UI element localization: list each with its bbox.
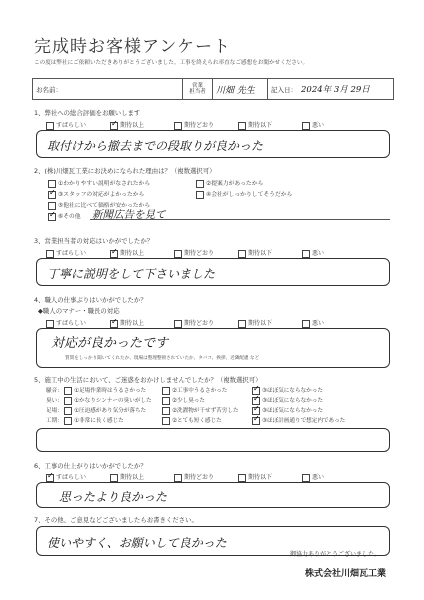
q5-row-3-item-1: [162, 416, 222, 425]
q2-other-line: [90, 219, 390, 220]
q5-row-2-item-2: [252, 406, 323, 415]
q6-option-3-label: 期待以下: [248, 474, 273, 481]
q1-answer: 取付けから撤去までの段取りが良かった: [47, 139, 264, 153]
q6-option-0-checkbox[interactable]: [46, 474, 54, 482]
q5-row-1-item-0: [64, 396, 152, 405]
thanks-text: 御協力ありがとうございました。: [289, 551, 380, 558]
q3-option-3-checkbox[interactable]: [238, 250, 246, 258]
q6-option-1-checkbox[interactable]: [110, 474, 118, 482]
q1-option-0-label: すばらしい: [56, 122, 87, 129]
q3-option-2-label: 期待どおり: [184, 250, 215, 257]
q1-option-3-label: 期待以下: [248, 122, 273, 129]
q5-row-3-item-2-label: ③ほぼ計画通りで想定内であった: [262, 418, 346, 424]
q2-other-answer: 新聞広告を見て: [92, 209, 166, 221]
q5-row-0-item-0-checkbox[interactable]: [64, 387, 72, 395]
header-table: [32, 78, 394, 100]
q4-answer: 対応が良かったです: [51, 336, 169, 351]
q1-option-3-checkbox[interactable]: [238, 122, 246, 130]
q7-question: 7、その他、ご意見などございましたらお書きください。: [34, 516, 198, 524]
q5-row-1-head: 臭い：: [46, 398, 63, 404]
q5-row-0-item-2-label: ③ほぼ気にならなかった: [262, 388, 323, 394]
q5-row-0-item-1-checkbox[interactable]: [162, 387, 170, 395]
q1-question: 1、弊社への総合評価をお願いします: [34, 109, 141, 117]
q4-option-0-label: すばらしい: [56, 320, 87, 327]
q3-option-0-checkbox[interactable]: [46, 250, 54, 258]
q5-row-0-item-0: [64, 386, 146, 395]
q6-option-1-label: 期待以上: [120, 474, 145, 481]
date-cell: [268, 79, 393, 99]
rep-label-cell: [183, 79, 213, 99]
q4-answer-box[interactable]: [36, 328, 390, 368]
q5-row-3-item-2: [252, 416, 345, 425]
q3-question: 3、営業担当者の対応はいかがでしたか？: [34, 237, 154, 245]
q4-options: [46, 318, 324, 328]
q2-option-2-checkbox[interactable]: [48, 191, 56, 199]
q5-row-3-head: 工期：: [46, 418, 63, 424]
rep-value-cell: [213, 79, 268, 99]
q6-option-0-label: すばらしい: [56, 474, 87, 481]
company-name: 株式会社川畑瓦工業: [304, 569, 386, 579]
q5-row-1-item-1-checkbox[interactable]: [162, 397, 170, 405]
q5-row-2-item-0-label: ①圧迫感があり気分が落ちた: [74, 408, 147, 414]
q5-row-0-item-1: [162, 386, 227, 395]
q2-option-0-label: ①わかりやすい説明がなされたから: [58, 181, 151, 187]
q1-option-1-checkbox[interactable]: [110, 122, 118, 130]
page-title: 完成時お客様アンケート: [34, 37, 231, 57]
q3-option-4-checkbox[interactable]: [302, 250, 310, 258]
q2-option-1: [196, 178, 263, 188]
q4-question: 4、職人の仕事ぶりはいかがでしたか？: [34, 296, 147, 304]
q2-option-2: [48, 189, 144, 199]
q4-option-1-label: 期待以上: [120, 320, 145, 327]
q1-option-2-checkbox[interactable]: [174, 122, 182, 130]
q2-option-5-checkbox[interactable]: [48, 213, 56, 221]
q2-option-3-label: ④会社がしっかりしてそうだから: [206, 192, 293, 198]
q5-row-0-item-0-label: ①足場作業時はうるさかった: [74, 388, 147, 394]
q4-option-1-checkbox[interactable]: [110, 320, 118, 328]
q5-row-3: [46, 416, 63, 424]
q5-row-1-item-0-label: ①かなりシンナーの臭いがした: [74, 398, 152, 404]
intro-text: この度は弊社にご依頼いただきありがとうございました。工事を終えられ率直なご感想をお聞かせください。: [34, 60, 309, 66]
q5-row-3-item-1-label: ②とても短く感じた: [172, 418, 222, 424]
q5-row-2-item-1-label: ②洗濯物が干せず苦労した: [172, 408, 239, 414]
q5-row-3-item-0: [64, 416, 124, 425]
q5-row-0-head: 騒音：: [46, 388, 63, 394]
q2-option-3-checkbox[interactable]: [196, 191, 204, 199]
q2-option-4-checkbox[interactable]: [48, 202, 56, 210]
q5-row-0: [46, 386, 63, 394]
q5-row-2-item-1: [162, 406, 239, 415]
q5-row-1-item-2-label: ③ほぼ気にならなかった: [262, 398, 323, 404]
q6-answer: 思ったより良かった: [59, 490, 168, 504]
q4-note: 質問をしっかり聞いてくれたか、現場は整理整頓されていたか、タバコ、挨拶、近隣配慮 など: [65, 356, 260, 361]
q4-option-2-label: 期待どおり: [184, 320, 215, 327]
q5-row-2-item-2-label: ③ほぼ気にならなかった: [262, 408, 323, 414]
q5-row-2-item-1-checkbox[interactable]: [162, 407, 170, 415]
q3-answer: 丁寧に説明をして下さいました: [47, 267, 216, 281]
q5-row-3-item-2-checkbox[interactable]: [252, 417, 260, 425]
q5-row-3-item-0-checkbox[interactable]: [64, 417, 72, 425]
q5-row-2-head: 足場：: [46, 408, 63, 414]
q2-option-0-checkbox[interactable]: [48, 180, 56, 188]
q4-option-4-checkbox[interactable]: [302, 320, 310, 328]
q1-options: [46, 120, 324, 130]
q4-option-3-label: 期待以下: [248, 320, 273, 327]
date-label: 記入日：: [271, 85, 297, 94]
q6-options: [46, 472, 324, 482]
q2-question: 2、(株)川畑瓦工業にお決めになられた理由は？（複数選択可）: [34, 167, 216, 175]
q6-option-2-label: 期待どおり: [184, 474, 215, 481]
name-label: お名前：: [36, 85, 62, 94]
q1-option-0-checkbox[interactable]: [46, 122, 54, 130]
date-value: 2024年 3月 29日: [301, 85, 370, 95]
q1-answer-box[interactable]: [36, 130, 390, 158]
q3-option-1-label: 期待以上: [120, 250, 145, 257]
q5-row-2-item-0-checkbox[interactable]: [64, 407, 72, 415]
q5-answer-box[interactable]: [36, 428, 390, 452]
q5-question: 5、施工中の生活において、ご迷惑をおかけしませんでしたか？（複数選択可）: [34, 376, 262, 384]
q3-options: [46, 248, 324, 258]
q1-option-1-label: 期待以上: [120, 122, 145, 129]
q2-option-3: [196, 189, 292, 199]
q2-option-0: [48, 178, 150, 188]
rep-label-bottom: 担当者: [189, 89, 206, 95]
q4-sub: ◆職人のマナー・職長の対応: [38, 307, 120, 315]
rep-label-top: 営業: [191, 83, 203, 89]
q5-row-0-item-1-label: ②工事中うるさかった: [172, 388, 228, 394]
q3-option-4-label: 悪い: [312, 250, 325, 257]
q5-row-0-item-2: [252, 386, 323, 395]
q6-option-3-checkbox[interactable]: [238, 474, 246, 482]
q4-option-3-checkbox[interactable]: [238, 320, 246, 328]
q4-option-2-checkbox[interactable]: [174, 320, 182, 328]
q6-option-2-checkbox[interactable]: [174, 474, 182, 482]
q2-option-1-checkbox[interactable]: [196, 180, 204, 188]
q7-answer: 使いやすく、お願いして良かった: [47, 536, 227, 550]
q4-option-4-label: 悪い: [312, 320, 325, 327]
q5-row-2-item-0: [64, 406, 146, 415]
q1-option-4-checkbox[interactable]: [302, 122, 310, 130]
name-cell: [33, 79, 183, 99]
q1-option-2-label: 期待どおり: [184, 122, 215, 129]
q3-option-3-label: 期待以下: [248, 250, 273, 257]
q5-row-2: [46, 406, 63, 414]
q2-option-4-label: ⑤他社に比べて価格が安かったから: [58, 203, 151, 209]
q5-row-1-item-1: [162, 396, 205, 405]
q3-option-0-label: すばらしい: [56, 250, 87, 257]
q3-option-2-checkbox[interactable]: [174, 250, 182, 258]
q4-option-0-checkbox[interactable]: [46, 320, 54, 328]
q3-option-1-checkbox[interactable]: [110, 250, 118, 258]
q5-row-1-item-0-checkbox[interactable]: [64, 397, 72, 405]
q6-option-4-label: 悪い: [312, 474, 325, 481]
q5-row-1: [46, 396, 63, 404]
q2-option-5-label: ⑥その他: [58, 214, 81, 220]
q6-question: 6、工事の仕上がりはいかがでしたか？: [34, 462, 147, 470]
q2-option-1-label: ②提案力があったから: [206, 181, 264, 187]
q6-option-4-checkbox[interactable]: [302, 474, 310, 482]
q5-row-3-item-1-checkbox[interactable]: [162, 417, 170, 425]
q5-row-1-item-1-label: ②少し臭った: [172, 398, 205, 404]
q1-option-4-label: 悪い: [312, 122, 325, 129]
q6-answer-box[interactable]: [36, 482, 390, 508]
q2-option-5: [48, 211, 81, 221]
q2-option-2-label: ③スタッフの対応がよかったから: [58, 192, 145, 198]
q5-row-3-item-0-label: ①非常に長く感じた: [74, 418, 124, 424]
q3-answer-box[interactable]: [36, 258, 390, 286]
rep-value: 川畑 先生: [216, 85, 255, 96]
q5-row-1-item-2: [252, 396, 323, 405]
